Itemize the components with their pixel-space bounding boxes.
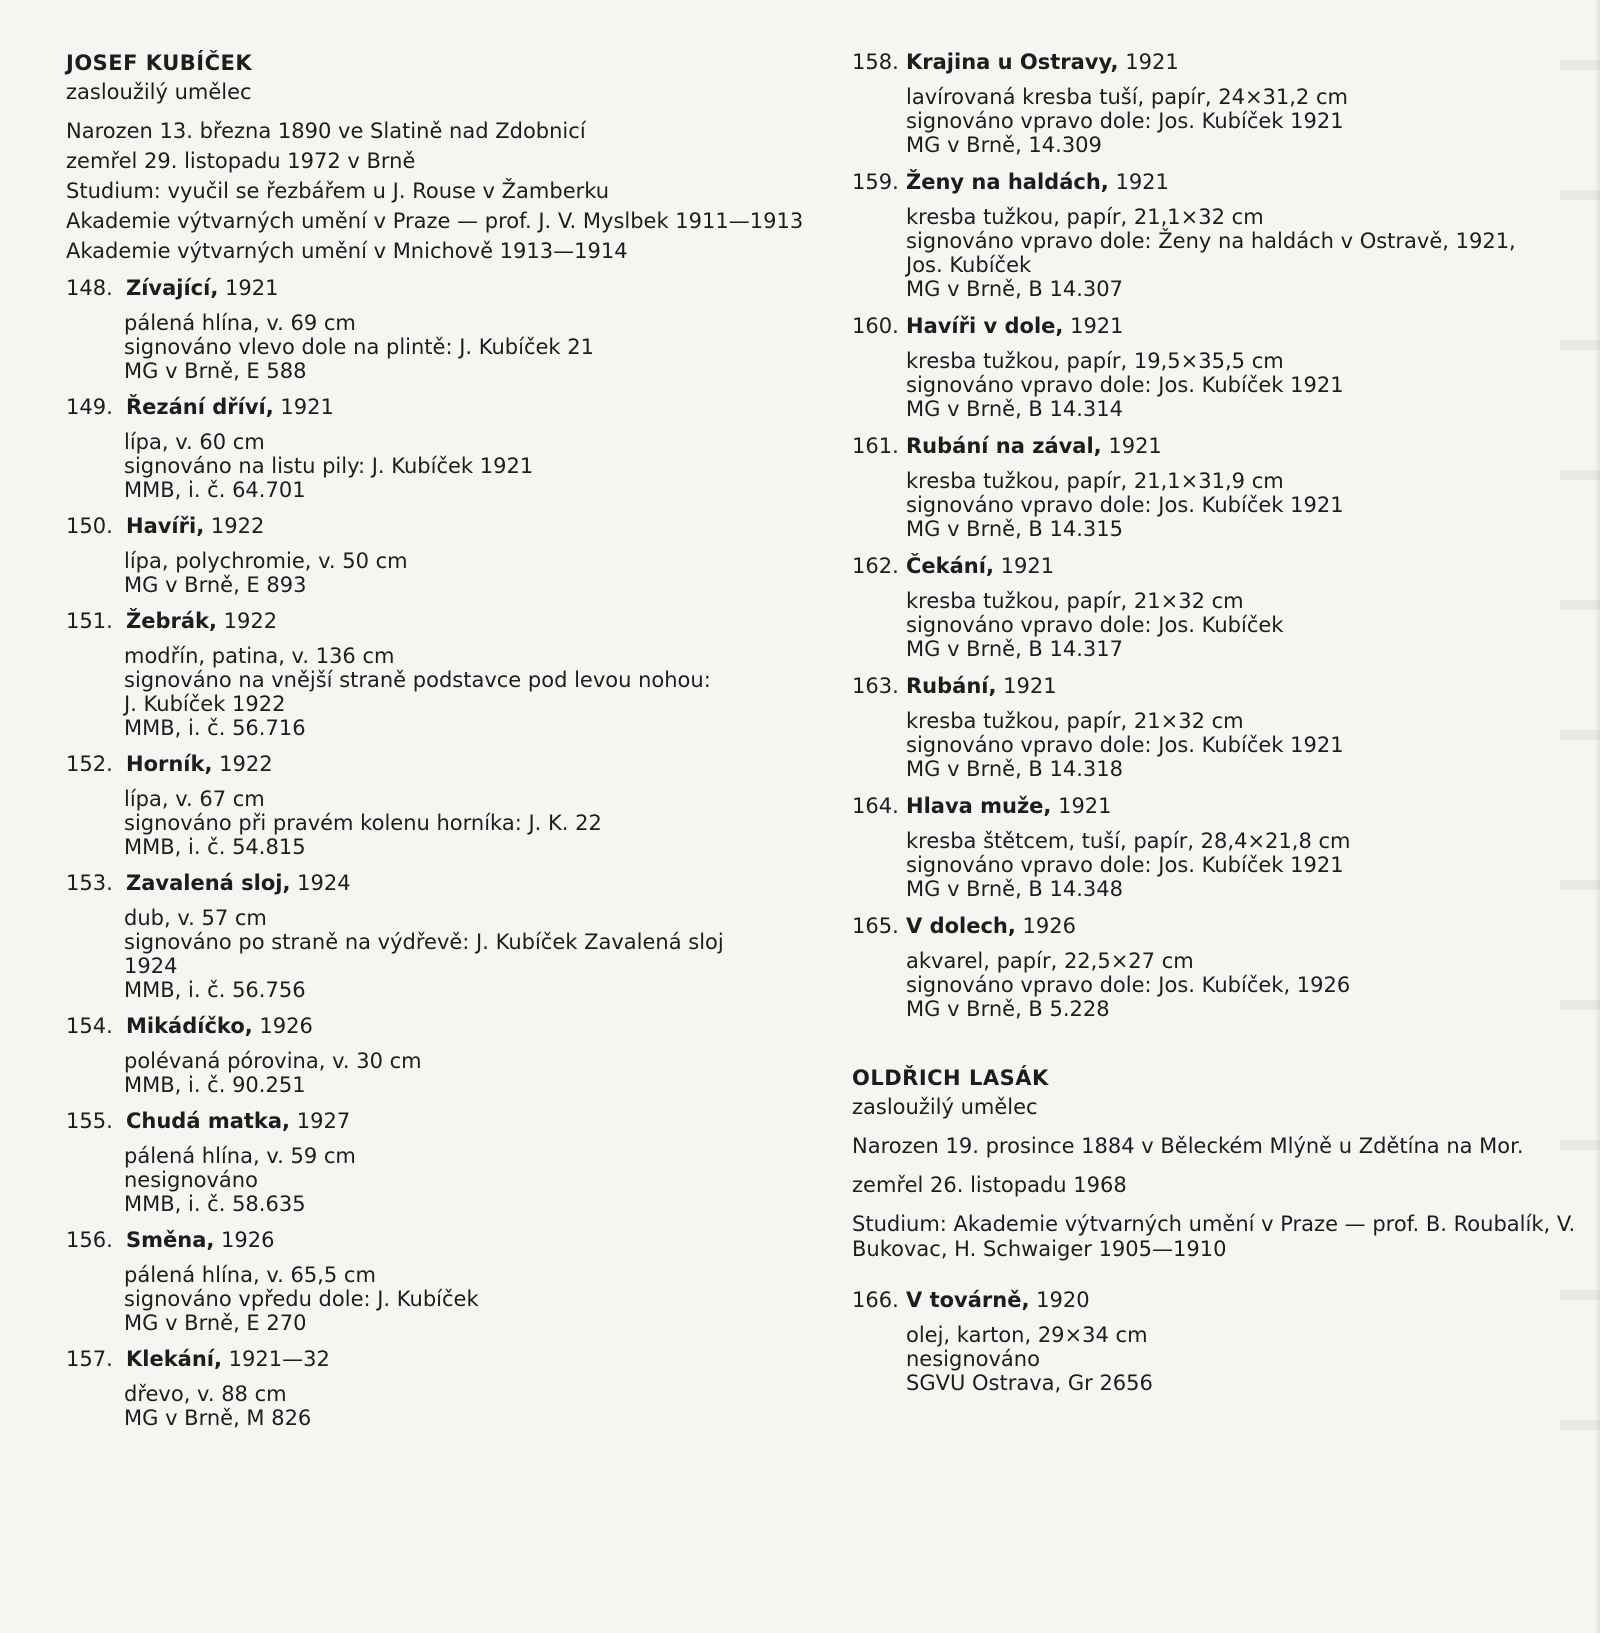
- entry-line: MMB, i. č. 56.756: [124, 978, 306, 1002]
- entry-line: 1924: [124, 954, 178, 978]
- artist-name: JOSEF KUBÍČEK: [66, 51, 253, 75]
- catalogue-entry: [852, 794, 1592, 901]
- entry-line: MG v Brně, B 14.348: [906, 877, 1123, 901]
- entry-line: signováno na listu pily: J. Kubíček 1921: [124, 454, 534, 478]
- entry-line: kresba tužkou, papír, 21,1×32 cm: [906, 205, 1264, 229]
- right-column: [852, 50, 1592, 1408]
- entry-line: MG v Brně, E 270: [124, 1311, 307, 1335]
- bio-line: Akademie výtvarných umění v Praze — prof. J. V. Myslbek 1911—1913: [66, 209, 804, 233]
- entry-line: polévaná pórovina, v. 30 cm: [124, 1049, 422, 1073]
- entry-title: Zavalená sloj,: [126, 871, 291, 895]
- entry-year: 1921: [1003, 674, 1057, 698]
- entry-year: 1921: [1070, 314, 1124, 338]
- entry-year: 1921: [1125, 50, 1179, 74]
- artist-title: zasloužilý umělec: [66, 80, 252, 104]
- entry-number: 163.: [852, 674, 899, 698]
- entry-year: 1922: [219, 752, 273, 776]
- entry-line: lípa, polychromie, v. 50 cm: [124, 549, 408, 573]
- entry-line: pálená hlína, v. 69 cm: [124, 311, 356, 335]
- entry-title: Chudá matka,: [126, 1109, 291, 1133]
- entry-line: MMB, i. č. 64.701: [124, 478, 306, 502]
- entry-line: pálená hlína, v. 59 cm: [124, 1144, 356, 1168]
- catalogue-entry: [852, 674, 1592, 781]
- entry-year: 1926: [1022, 914, 1076, 938]
- entry-line: modřín, patina, v. 136 cm: [124, 644, 395, 668]
- entry-year: 1921: [225, 276, 279, 300]
- entry-title: Směna,: [126, 1228, 215, 1252]
- catalogue-entry: [852, 170, 1592, 301]
- artist-lasak: [852, 1065, 1592, 1395]
- entry-number: 156.: [66, 1228, 113, 1252]
- entry-line: signováno vpředu dole: J. Kubíček: [124, 1287, 479, 1311]
- entry-line: MG v Brně, B 14.307: [906, 277, 1123, 301]
- catalogue-entry: [66, 871, 806, 1002]
- entry-line: kresba tužkou, papír, 21,1×31,9 cm: [906, 469, 1284, 493]
- entry-line: pálená hlína, v. 65,5 cm: [124, 1263, 376, 1287]
- entry-line: signováno na vnější straně podstavce pod levou nohou:: [124, 668, 711, 692]
- artist-kubicek: [66, 50, 806, 264]
- entry-line: dřevo, v. 88 cm: [124, 1382, 287, 1406]
- entry-line: MG v Brně, E 588: [124, 359, 307, 383]
- entry-line: lavírovaná kresba tuší, papír, 24×31,2 cm: [906, 85, 1348, 109]
- entry-line: akvarel, papír, 22,5×27 cm: [906, 949, 1194, 973]
- bio-line: Narozen 19. prosince 1884 v Běleckém Mlýně u Zdětína na Mor.: [852, 1134, 1524, 1158]
- entry-line: dub, v. 57 cm: [124, 906, 267, 930]
- entry-title: Klekání,: [126, 1347, 222, 1371]
- entry-year: 1922: [223, 609, 278, 633]
- entry-line: SGVU Ostrava, Gr 2656: [906, 1371, 1153, 1395]
- catalogue-entry: [66, 395, 806, 502]
- entry-year: 1922: [210, 514, 265, 538]
- entry-line: MG v Brně, B 14.314: [906, 397, 1123, 421]
- entry-line: MMB, i. č. 54.815: [124, 835, 306, 859]
- artist-title: zasloužilý umělec: [852, 1095, 1038, 1119]
- page-seam: [1594, 0, 1600, 1633]
- entry-title: V dolech,: [906, 914, 1016, 938]
- entry-line: MG v Brně, 14.309: [906, 133, 1102, 157]
- entry-year: 1924: [297, 871, 351, 895]
- catalogue-entry: [852, 434, 1592, 541]
- catalogue-entry: [66, 514, 806, 597]
- entry-line: signováno vpravo dole: Jos. Kubíček, 1926: [906, 973, 1351, 997]
- catalogue-entries: [852, 50, 1592, 1021]
- left-column: [66, 50, 806, 1442]
- entry-title: Havíři,: [126, 514, 205, 538]
- entry-line: signováno po straně na výdřevě: J. Kubíček Zavalená sloj: [124, 930, 724, 954]
- entry-number: 162.: [852, 554, 899, 578]
- entry-line: MG v Brně, B 14.318: [906, 757, 1123, 781]
- catalogue-entry: [66, 752, 806, 859]
- entry-year: 1921: [1115, 170, 1169, 194]
- entry-number: 149.: [66, 395, 113, 419]
- entry-title: Krajina u Ostravy,: [906, 50, 1119, 74]
- entry-line: nesignováno: [124, 1168, 258, 1192]
- entry-year: 1920: [1036, 1288, 1090, 1312]
- entry-line: J. Kubíček 1922: [124, 692, 286, 716]
- catalogue-entry: [852, 914, 1592, 1021]
- catalogue-entry: [66, 1109, 806, 1216]
- entry-title: Rubání na zával,: [906, 434, 1102, 458]
- catalogue-entry: [66, 1228, 806, 1335]
- entry-line: lípa, v. 60 cm: [124, 430, 265, 454]
- entry-number: 157.: [66, 1347, 113, 1371]
- catalogue-entries: [66, 276, 806, 1430]
- entry-title: Žebrák,: [126, 609, 217, 633]
- entry-title: Řezání dříví,: [126, 395, 274, 419]
- bio-line: zemřel 26. listopadu 1968: [852, 1173, 1127, 1197]
- entry-year: 1921: [1108, 434, 1162, 458]
- entry-year: 1927: [296, 1109, 351, 1133]
- catalogue-entry: [66, 1347, 806, 1430]
- entry-line: signováno při pravém kolenu horníka: J. K. 22: [124, 811, 602, 835]
- entry-line: Jos. Kubíček: [906, 253, 1032, 277]
- entry-year: 1926: [221, 1228, 275, 1252]
- entry-line: MG v Brně, B 14.317: [906, 637, 1123, 661]
- entry-number: 151.: [66, 609, 113, 633]
- entry-line: MG v Brně, B 14.315: [906, 517, 1123, 541]
- entry-line: signováno vpravo dole: Jos. Kubíček 1921: [906, 733, 1344, 757]
- entry-title: Rubání,: [906, 674, 997, 698]
- entry-number: 164.: [852, 794, 899, 818]
- artist-bio: [852, 1134, 1592, 1262]
- entry-number: 155.: [66, 1109, 113, 1133]
- entry-year: 1921—32: [228, 1347, 330, 1371]
- artist-bio: [66, 119, 806, 264]
- entry-line: signováno vpravo dole: Ženy na haldách v Ostravě, 1921,: [906, 229, 1516, 253]
- entry-number: 159.: [852, 170, 899, 194]
- entry-number: 150.: [66, 514, 113, 538]
- entry-line: signováno vpravo dole: Jos. Kubíček 1921: [906, 853, 1344, 877]
- entry-title: Mikádíčko,: [126, 1014, 253, 1038]
- entry-title: Hlava muže,: [906, 794, 1052, 818]
- entry-line: olej, karton, 29×34 cm: [906, 1323, 1148, 1347]
- entry-number: 154.: [66, 1014, 113, 1038]
- entry-line: signováno vpravo dole: Jos. Kubíček 1921: [906, 109, 1344, 133]
- entry-line: kresba tužkou, papír, 21×32 cm: [906, 589, 1244, 613]
- entry-line: MG v Brně, E 893: [124, 573, 307, 597]
- bio-line: Narozen 13. března 1890 ve Slatině nad Zdobnicí: [66, 119, 586, 143]
- entry-line: signováno vpravo dole: Jos. Kubíček 1921: [906, 493, 1344, 517]
- entry-year: 1921: [1000, 554, 1055, 578]
- entry-line: kresba tužkou, papír, 19,5×35,5 cm: [906, 349, 1284, 373]
- entry-line: signováno vpravo dole: Jos. Kubíček: [906, 613, 1284, 637]
- entry-number: 153.: [66, 871, 113, 895]
- catalogue-entry: [852, 50, 1592, 157]
- catalogue-entry: [852, 1288, 1592, 1395]
- entry-number: 161.: [852, 434, 899, 458]
- entry-title: Ženy na haldách,: [906, 170, 1109, 194]
- artist-name: OLDŘICH LASÁK: [852, 1066, 1049, 1090]
- entry-line: kresba tužkou, papír, 21×32 cm: [906, 709, 1244, 733]
- entry-line: nesignováno: [906, 1347, 1040, 1371]
- entry-year: 1926: [259, 1014, 313, 1038]
- entry-line: MMB, i. č. 58.635: [124, 1192, 306, 1216]
- catalogue-entry: [852, 554, 1592, 661]
- bio-line: Studium: Akademie výtvarných umění v Praze — prof. B. Roubalík, V. Bukovac, H. Schwaiger 1905—1910: [852, 1212, 1576, 1261]
- entry-year: 1921: [1058, 794, 1112, 818]
- entry-number: 166.: [852, 1288, 899, 1312]
- bio-line: Studium: vyučil se řezbářem u J. Rouse v Žamberku: [66, 179, 610, 203]
- entry-title: Čekání,: [906, 554, 994, 578]
- entry-title: Horník,: [126, 752, 213, 776]
- entry-line: signováno vpravo dole: Jos. Kubíček 1921: [906, 373, 1344, 397]
- entry-year: 1921: [280, 395, 334, 419]
- entry-number: 165.: [852, 914, 899, 938]
- catalogue-entry: [66, 609, 806, 740]
- entry-number: 152.: [66, 752, 113, 776]
- entry-title: Havíři v dole,: [906, 314, 1064, 338]
- entry-number: 160.: [852, 314, 899, 338]
- catalogue-entry: [852, 314, 1592, 421]
- bio-line: zemřel 29. listopadu 1972 v Brně: [66, 149, 416, 173]
- entry-line: MMB, i. č. 56.716: [124, 716, 306, 740]
- entry-number: 158.: [852, 50, 899, 74]
- catalogue-entries: [852, 1288, 1592, 1395]
- entry-line: MG v Brně, B 5.228: [906, 997, 1110, 1021]
- entry-number: 148.: [66, 276, 113, 300]
- entry-line: kresba štětcem, tuší, papír, 28,4×21,8 cm: [906, 829, 1351, 853]
- entry-line: signováno vlevo dole na plintě: J. Kubíček 21: [124, 335, 594, 359]
- entry-line: lípa, v. 67 cm: [124, 787, 265, 811]
- entry-line: MG v Brně, M 826: [124, 1406, 312, 1430]
- entry-line: MMB, i. č. 90.251: [124, 1073, 306, 1097]
- bio-line: Akademie výtvarných umění v Mnichově 1913—1914: [66, 239, 628, 263]
- entry-title: V továrně,: [906, 1288, 1030, 1312]
- catalogue-entry: [66, 276, 806, 383]
- catalogue-entry: [66, 1014, 806, 1097]
- entry-title: Zívající,: [126, 276, 219, 300]
